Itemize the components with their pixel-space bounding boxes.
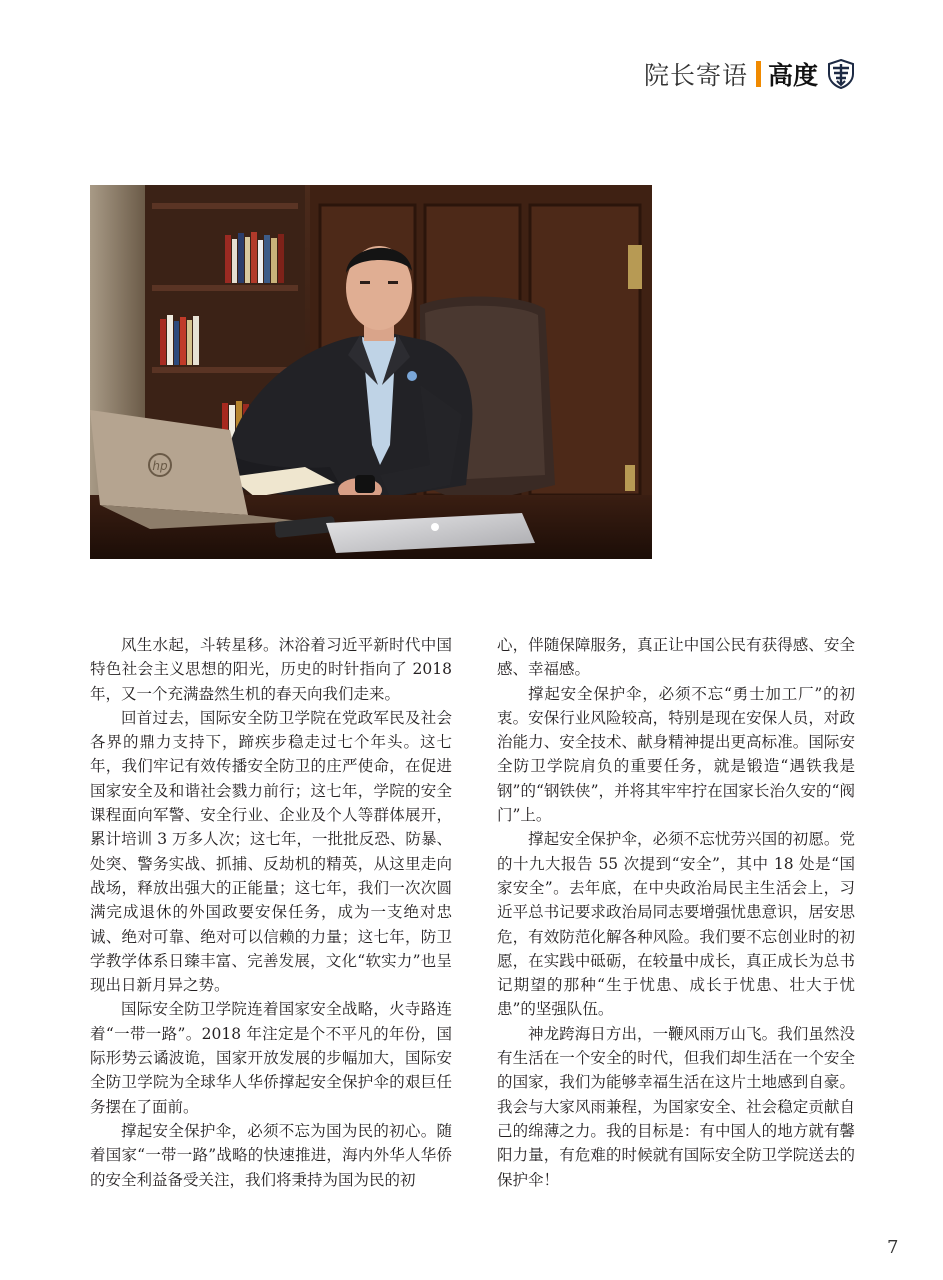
- paragraph-continuation: 心，伴随保障服务，真正让中国公民有获得感、安全感、幸福感。: [497, 636, 855, 679]
- paragraph: 撑起安全保护伞，必须不忘“勇士加工厂”的初衷。安保行业风险较高，特别是现在安保人员，对政治能力、安全技术、献身精神提出更高标准。国际安全防卫学院肩负的重要任务，就是锻造“遇铁我是钢”的“钢铁侠”，并将其牢牢拧在国家长治久安的“阀门”上。: [497, 684, 855, 825]
- laptop-hp-logo: hp: [152, 459, 168, 473]
- paragraph: 回首过去，国际安全防卫学院在党政军民及社会各界的鼎力支持下，蹄疾步稳走过七个年头。这七年，我们牢记有效传播安全防卫的庄严使命，在促进国家安全及和谐社会戮力前行；这七年，学院的安全课程面向军警、安全行业、企业及个人等群体展开，累计培训 3 万多人次；这七年，一批批反恐、防暴、处突、警务实战、抓捕、反劫机的精英，从这里走向战场，释放出强大的正能量；这七年，我们一次次圆满完成退休的外国政要安保任务，成为一支绝对忠诚、绝对可靠、绝对可以信赖的力量；这七年，防卫学教学体系日臻丰富、完善发展，文化“软实力”也呈现出日新月异之势。: [90, 708, 452, 995]
- paragraph: 撑起安全保护伞，必须不忘为国为民的初心。随着国家“一带一路”战略的快速推进，海内外华人华侨的安全利益备受关注，我们将秉持为国为民的初: [90, 1121, 452, 1189]
- page-header: [644, 57, 855, 91]
- section-title: 院长寄语: [643, 61, 748, 90]
- paragraph: 神龙跨海日方出，一鞭风雨万山飞。我们虽然没有生活在一个安全的时代，但我们却生活在一个安全的国家，我们为能够幸福生活在这片土地感到自豪。我会与大家风雨兼程，为国家安全、社会稳定贡献自己的绵薄之力。我的目标是：有中国人的地方就有馨阳力量，有危难的时候就有国际安全防卫学院送去的保护伞！: [497, 1024, 855, 1189]
- article-left-column: [90, 633, 452, 1192]
- portrait-photo: [90, 185, 652, 559]
- paragraph: 撑起安全保护伞，必须不忘忧劳兴国的初愿。党的十九大报告 55 次提到“安全”，其中 18 处是“国家安全”。去年底，在中央政治局民主生活会上，习近平总书记要求政治局同志要增强忧患意识，居安思危，有效防范化解各种风险。我们要不忘创业时的初愿，在实践中砥砺，在较量中成长，真正成长为总书记期望的那种“生于忧患、成长于忧患、壮大于忧患”的坚强队伍。: [497, 830, 855, 1019]
- shield-logo-icon: [827, 59, 855, 89]
- header-divider: [756, 61, 761, 87]
- column-title: 高度: [767, 61, 818, 90]
- article-right-column: [497, 633, 855, 1192]
- paragraph: 国际安全防卫学院连着国家安全战略，火寺路连着“一带一路”。2018 年注定是个不平凡的年份，国际形势云谲波诡，国家开放发展的步幅加大，国际安全防卫学院为全球华人华侨撑起安全保护伞的艰巨任务摆在了面前。: [90, 1000, 452, 1116]
- page-number: 7: [887, 1237, 899, 1258]
- paragraph: 风生水起，斗转星移。沐浴着习近平新时代中国特色社会主义思想的阳光，历史的时针指向了 2018 年，又一个充满盎然生机的春天向我们走来。: [90, 636, 452, 703]
